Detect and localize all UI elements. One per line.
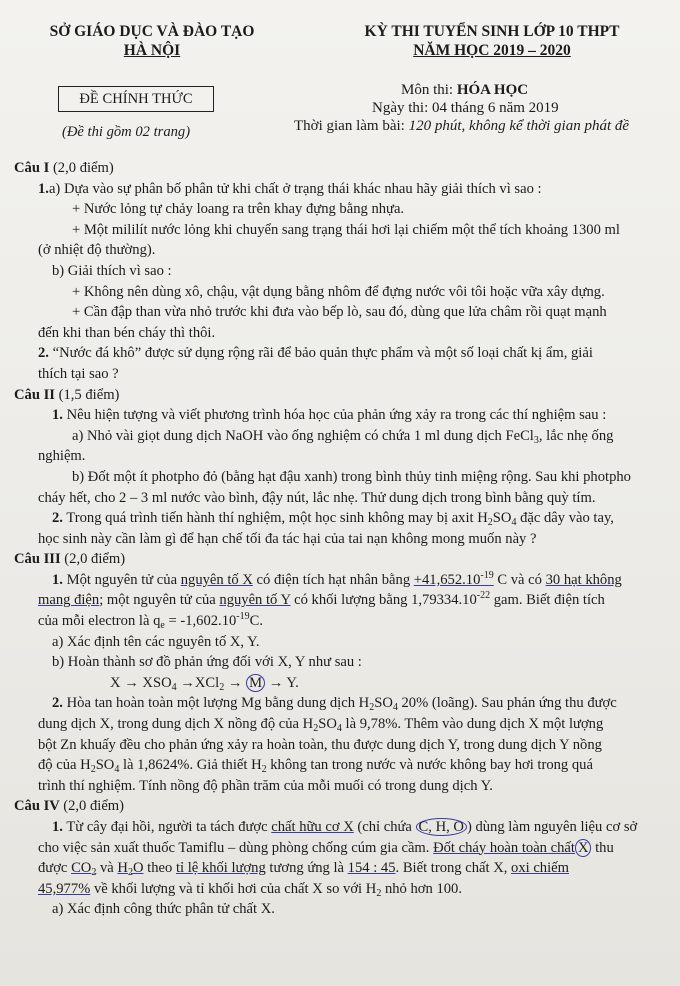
item-number: 1. xyxy=(52,571,63,588)
line-text: đặc dây vào tay, xyxy=(516,510,614,527)
line-text: “Nước đá khô” được sử dụng rộng rãi để bảo quản thực phẩm và một số loại chất kị ẩm, giải xyxy=(52,345,593,362)
line-text: X → XSO xyxy=(110,674,172,691)
question-title: Câu III xyxy=(14,551,61,568)
question-points: (2,0 điểm) xyxy=(63,798,125,815)
line-text: → xyxy=(224,674,247,691)
question-3-heading xyxy=(12,549,670,570)
q3-reaction-scheme xyxy=(12,673,670,694)
subscript: 2 xyxy=(91,867,97,879)
line-text: gam. Biết điện tích xyxy=(490,592,605,609)
q1-line xyxy=(12,179,670,200)
line-text: → Y. xyxy=(265,674,299,691)
q1-line xyxy=(12,343,670,364)
line-text: SO xyxy=(492,510,512,527)
item-number: 2. xyxy=(38,345,49,362)
line-text: được xyxy=(38,860,72,877)
item-number: 1. xyxy=(38,180,49,197)
question-points: (1,5 điểm) xyxy=(58,386,120,403)
line-text: C. xyxy=(249,613,264,630)
line-text: Nêu hiện tượng và viết phương trình hóa học của phản ứng xảy ra trong các thí nghiệm sau : xyxy=(66,407,607,424)
subscript: e xyxy=(160,620,165,632)
pen-underline: 30 hạt không xyxy=(545,571,622,588)
line-text: (chỉ chứa xyxy=(353,819,416,835)
exam-title-block xyxy=(312,22,672,60)
official-stamp: ĐỀ CHÍNH THỨC xyxy=(58,86,214,112)
pen-underline: 154 : 45 xyxy=(347,860,396,877)
line-text: SO xyxy=(318,716,337,733)
q3-line xyxy=(12,590,670,611)
q3-line: a) Xác định tên các nguyên tố X, Y. xyxy=(52,633,260,650)
line-text: CO xyxy=(71,860,92,877)
q2-line: học sinh này cần làm gì để hạn chế tối đa tác hại của tai nạn không mong muốn này ? xyxy=(38,530,537,547)
superscript: -22 xyxy=(476,590,491,602)
time-line xyxy=(294,116,629,136)
q1-line: + Nước lỏng tự chảy loang ra trên khay đựng bằng nhựa. xyxy=(72,201,405,218)
pen-circle: M xyxy=(246,674,265,692)
subscript: 2 xyxy=(376,887,382,899)
pen-underline xyxy=(71,860,97,879)
line-text: là 9,78%. Thêm vào dung dịch X một lượng xyxy=(341,716,604,733)
q2-line: b) Đốt một ít photpho đỏ (bằng hạt đậu xanh) trong bình thủy tinh miệng rộng. Sau khi photpho xyxy=(72,468,631,485)
q3-line xyxy=(12,611,670,632)
line-text: của mỗi electron là q xyxy=(38,613,161,630)
question-title: Câu I xyxy=(14,160,50,176)
subscript: 2 xyxy=(369,702,375,714)
line-text: C và có xyxy=(493,571,546,588)
time-value: 120 phút, không kể thời gian phát đề xyxy=(408,118,630,134)
question-points: (2,0 điểm) xyxy=(52,160,114,176)
q4-line: a) Xác định công thức phân tử chất X. xyxy=(52,901,275,918)
line-text: ; một nguyên tử của xyxy=(99,592,220,609)
q2-line: nghiệm. xyxy=(38,448,86,465)
question-title: Câu II xyxy=(14,386,55,403)
line-text: độ của H xyxy=(38,757,91,774)
q3-line: bột Zn khuấy đều cho phản ứng xảy ra hoàn toàn, thu được dung dịch Y, trong dung dịch Y nồng xyxy=(38,736,602,753)
pen-circle: X xyxy=(575,839,592,857)
q3-line xyxy=(12,714,670,735)
line-text: tương ứng là xyxy=(265,860,348,877)
question-4-heading xyxy=(12,796,670,817)
pen-underline: chất hữu cơ X xyxy=(271,819,354,835)
line-text: dung dịch X, trong dung dịch X nồng độ của H xyxy=(38,716,314,733)
line-text: là 1,8624%. Giả thiết H xyxy=(119,757,262,774)
subscript: 2 xyxy=(487,517,493,529)
line-text: . Biết trong chất X, xyxy=(395,860,512,877)
line-text: = -1,602.10 xyxy=(164,613,237,630)
line-text: ) dùng làm nguyên liệu cơ sở xyxy=(466,819,638,835)
line-text: O xyxy=(132,860,144,877)
line-text: có khối lượng bằng 1,79334.10 xyxy=(290,592,477,609)
line-text: SO xyxy=(374,695,393,712)
line-text: có điện tích hạt nhân bằng xyxy=(252,571,414,588)
subscript: 2 xyxy=(90,764,96,776)
line-text: không tan trong nước và nước không bay hơi trong quá xyxy=(266,757,593,774)
superscript: -19 xyxy=(236,611,250,623)
line-text: Một nguyên tử của xyxy=(66,571,181,588)
exam-body xyxy=(12,158,670,920)
line-text: →XCl xyxy=(176,674,220,691)
line-text: , lắc nhẹ ống xyxy=(538,427,614,444)
exam-header xyxy=(12,0,670,158)
item-number: 2. xyxy=(52,510,63,527)
superscript: -19 xyxy=(480,569,494,581)
q3-line: trình thí nghiệm. Tính nồng độ phần trăm của mỗi muối có trong dung dịch Y. xyxy=(38,777,493,794)
question-points: (2,0 điểm) xyxy=(64,551,126,568)
exam-date: Ngày thi: 04 tháng 6 năm 2019 xyxy=(372,100,559,116)
line-text: theo xyxy=(143,860,176,877)
question-1-heading xyxy=(12,158,670,179)
department-city: HÀ NỘI xyxy=(123,42,181,59)
subscript: 4 xyxy=(392,702,398,714)
pen-underline: Đốt cháy hoàn toàn chất xyxy=(433,839,575,856)
pen-underline: nguyên tố X xyxy=(180,571,253,588)
q1-line: đến khi than bén cháy thì thôi. xyxy=(38,324,216,341)
line-text: cho việc sản xuất thuốc Tamiflu – dùng phòng chống cúm gia cầm. xyxy=(38,839,434,856)
line-text: thu xyxy=(591,839,614,856)
subscript: 3 xyxy=(533,434,539,446)
q2-line xyxy=(12,426,670,447)
q1-line: + Cần đập than vừa nhỏ trước khi đưa vào bếp lò, sau đó, dùng que lửa châm rồi quạt mạnh xyxy=(72,304,607,321)
q3-line xyxy=(12,693,670,714)
q3-line xyxy=(12,570,670,591)
subscript: 2 xyxy=(127,867,133,879)
school-year: NĂM HỌC 2019 – 2020 xyxy=(413,42,571,59)
subject-line xyxy=(401,80,528,100)
item-number: 1. xyxy=(52,819,63,835)
subscript: 4 xyxy=(171,681,177,693)
q3-line: b) Hoàn thành sơ đồ phản ứng đối với X, Y như sau : xyxy=(52,654,362,671)
q4-line xyxy=(12,879,670,900)
subscript: 4 xyxy=(336,723,342,735)
subscript: 4 xyxy=(114,764,120,776)
line-text: a) Nhỏ vài giọt dung dịch NaOH vào ống nghiệm có chứa 1 ml dung dịch FeCl xyxy=(72,427,534,444)
line-text: Hòa tan hoàn toàn một lượng Mg bằng dung dịch H xyxy=(66,695,370,712)
line-text: +41,652.10 xyxy=(413,571,481,588)
subject-label: Môn thi: xyxy=(401,82,457,98)
pen-circle: C, H, O xyxy=(416,818,467,836)
q2-line xyxy=(12,508,670,529)
line-text: về khối lượng và tỉ khối hơi của chất X so với H xyxy=(90,880,377,897)
pen-underline: mang điện xyxy=(38,592,100,609)
pen-underline: 45,977% xyxy=(38,880,91,897)
q1-line: b) Giải thích vì sao : xyxy=(52,262,172,279)
item-number: 1. xyxy=(52,407,63,424)
q1-line: thích tại sao ? xyxy=(38,365,119,382)
subscript: 2 xyxy=(261,764,267,776)
pen-underline xyxy=(117,860,144,879)
department-block xyxy=(12,22,292,60)
exam-title: KỲ THI TUYỂN SINH LỚP 10 THPT xyxy=(364,23,620,40)
question-2-heading xyxy=(12,385,670,406)
line-text: và xyxy=(96,860,118,877)
q2-line: cháy hết, cho 2 – 3 ml nước vào bình, đậy nút, lắc nhẹ. Thử dung dịch trong bình bằng quỳ tím. xyxy=(38,489,596,506)
q4-line xyxy=(12,838,670,859)
subscript: 2 xyxy=(313,723,319,735)
q4-line xyxy=(12,817,670,838)
subject-name: HÓA HỌC xyxy=(456,82,529,98)
line-text: nhỏ hơn 100. xyxy=(381,880,462,897)
department-name: SỞ GIÁO DỤC VÀ ĐÀO TẠO xyxy=(49,23,255,40)
page-count: (Đề thi gồm 02 trang) xyxy=(62,124,191,140)
q1-line: (ở nhiệt độ thường). xyxy=(38,242,156,259)
pen-underline: nguyên tố Y xyxy=(219,592,291,609)
pen-underline: tỉ lệ khối lượng xyxy=(175,860,266,877)
line-text: H xyxy=(117,860,128,877)
q1-line: + Một mililít nước lỏng khi chuyển sang trạng thái hơi lại chiếm một thể tích khoảng 1300 ml xyxy=(72,221,620,238)
q4-line xyxy=(12,858,670,879)
line-text: Trong quá trình tiến hành thí nghiệm, một học sinh không may bị axit H xyxy=(66,510,488,527)
line-text: a) Dựa vào sự phân bố phân tử khi chất ở trạng thái khác nhau hãy giải thích vì sao : xyxy=(48,180,542,197)
line-text: 20% (loãng). Sau phản ứng thu được xyxy=(397,695,617,712)
line-text: Từ cây đại hồi, người ta tách được xyxy=(66,819,272,835)
q1-line: + Không nên dùng xô, chậu, vật dụng bằng nhôm để đựng nước vôi tôi hoặc vữa xây dựng. xyxy=(72,283,605,300)
pen-underline xyxy=(413,569,494,588)
subscript: 2 xyxy=(219,681,225,693)
q3-line xyxy=(12,755,670,776)
item-number: 2. xyxy=(52,695,63,712)
q2-line xyxy=(12,405,670,426)
time-label: Thời gian làm bài: xyxy=(294,118,409,134)
question-title: Câu IV xyxy=(14,798,60,815)
subscript: 4 xyxy=(511,517,517,529)
pen-underline: oxi chiếm xyxy=(511,860,569,877)
line-text: SO xyxy=(95,757,115,774)
